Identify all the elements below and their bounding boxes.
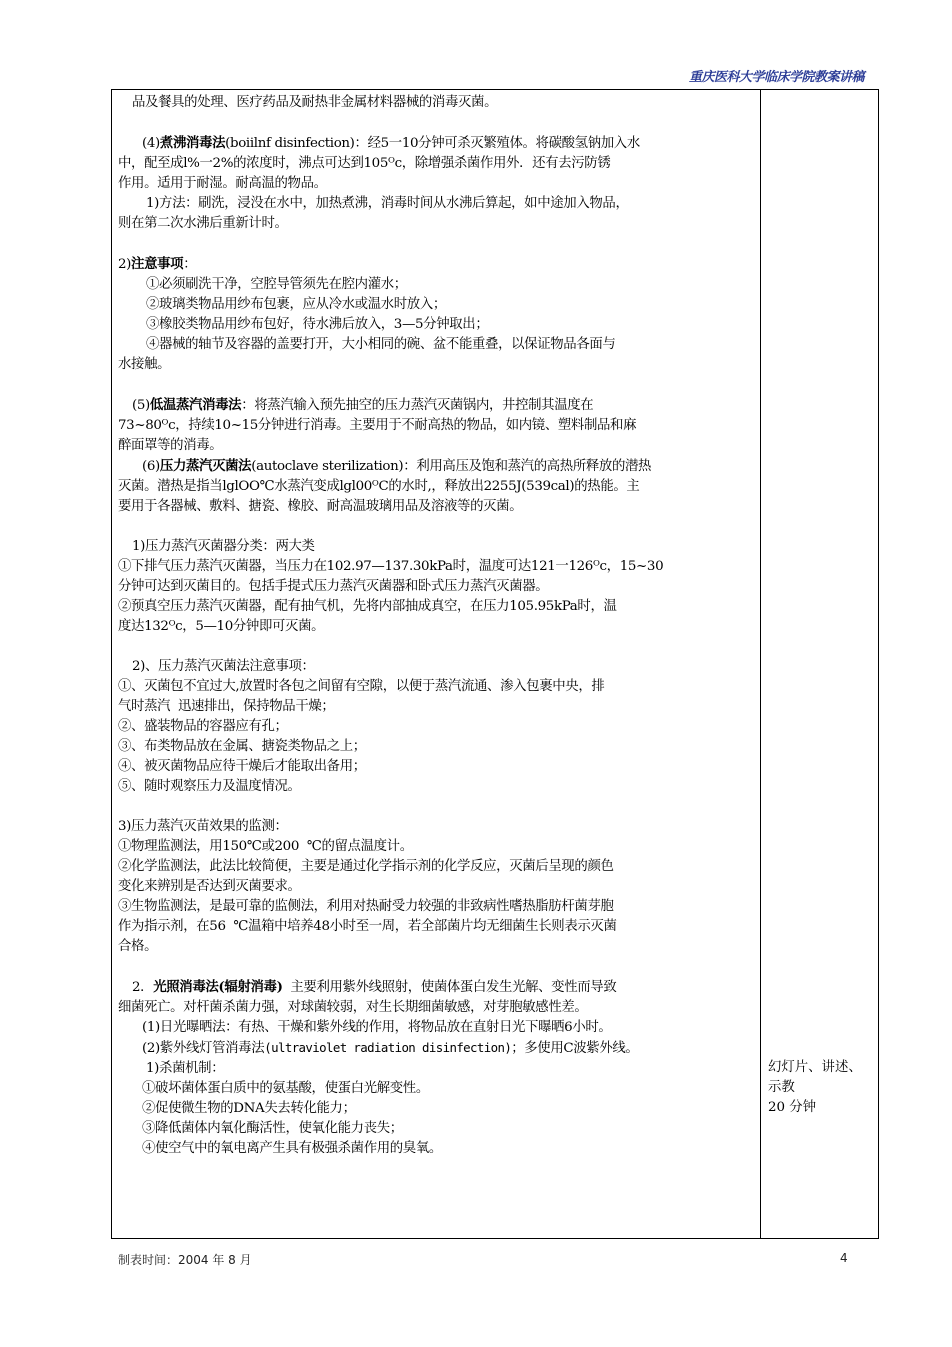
text-line: 中，配至成l%一2%的浓度时，沸点可达到105ᴼc，除增强杀菌作用外．还有去污防锈 bbox=[118, 156, 611, 171]
text-line: 1)杀菌机制： bbox=[146, 1061, 225, 1076]
list-item: ②玻璃类物品用纱布包裹，应从冷水或温水时放入； bbox=[146, 297, 446, 312]
text-line: 合格。 bbox=[118, 939, 158, 954]
list-item: ③生物监测法，是最可靠的监侧法，利用对热耐受力较强的非致病性嗜热脂肪杆菌芽胞 bbox=[118, 899, 614, 914]
heading-precautions: 注意事项 bbox=[131, 256, 184, 272]
column-divider bbox=[760, 90, 761, 1238]
text-line: 73~80ᴼc，持续10~15分钟进行消毒。主要用于不耐高热的物品，如内镜、塑料制品和麻 bbox=[118, 418, 637, 433]
paragraph-uv-lamp bbox=[118, 1038, 754, 1059]
list-item: ②预真空压力蒸汽灭菌器，配有抽气机，先将内部抽成真空，在压力105.95kPa时，温 bbox=[118, 599, 617, 614]
text-line: 1)压力蒸汽灭菌器分类：两大类 bbox=[132, 539, 315, 554]
list-item: ①、灭菌包不宜过大,放置时各包之间留有空隙，以便于蒸汽流通、渗入包裹中央，排 bbox=[118, 679, 605, 694]
text-line: 2)、压力蒸汽灭菌法注意事项： bbox=[132, 659, 315, 674]
text-line: 变化来辨别是否达到灭菌要求。 bbox=[118, 879, 301, 894]
heading-autoclave: 压力蒸汽灭菌法 bbox=[159, 458, 252, 474]
paragraph-boiling-disinfection bbox=[118, 133, 754, 154]
text-line: 水接触。 bbox=[118, 357, 171, 372]
heading-light-disinfection: 光照消毒法(辐射消毒) bbox=[153, 979, 283, 995]
text-line: (1)日光曝晒法：有热、干燥和紫外线的作用，将物品放在直射日光下曝晒6小时。 bbox=[142, 1020, 612, 1035]
list-item: ⑤、随时观察压力及温度情况。 bbox=[118, 779, 301, 794]
list-item: ③橡胶类物品用纱布包好，待水沸后放入，3—5分钟取出； bbox=[146, 317, 489, 332]
text-span: 主要利用紫外线照射，使菌体蛋白发生光解、变性而导致 bbox=[282, 980, 617, 995]
list-item: ④使空气中的氧电离产生具有极强杀菌作用的臭氧。 bbox=[142, 1141, 442, 1156]
text-line: 作为指示剂，在56 ℃温箱中培养48小时至一周，若全部菌片均无细菌生长则表示灭菌 bbox=[118, 919, 617, 934]
text-span: 2． bbox=[132, 980, 154, 995]
text-line: 醉面罩等的消毒。 bbox=[118, 438, 223, 453]
text-line: 度达132ᴼc，5—10分钟即可灭菌。 bbox=[118, 619, 325, 634]
list-item: ①破坏菌体蛋白质中的氨基酸，使蛋白光解变性。 bbox=[142, 1081, 429, 1096]
teaching-method-line: 幻灯片、讲述、 bbox=[768, 1060, 862, 1075]
lecture-table bbox=[111, 89, 879, 1239]
paragraph-light-disinfection bbox=[118, 977, 754, 998]
list-item: ②、盛装物品的容器应有孔； bbox=[118, 719, 288, 734]
text-span: (4) bbox=[142, 136, 160, 151]
text-line: 作用。适用于耐湿。耐高温的物品。 bbox=[118, 176, 327, 191]
page-number: 4 bbox=[840, 1251, 848, 1265]
text-span: ；多使用C波紫外线。 bbox=[511, 1041, 639, 1056]
footer-date: 制表时间：2004 年 8 月 bbox=[118, 1253, 252, 1267]
list-item: ③降低菌体内氧化酶活性，使氧化能力丧失； bbox=[142, 1121, 403, 1136]
text-line: 则在第二次水沸后重新计时。 bbox=[118, 216, 288, 231]
list-item: ③、布类物品放在金属、搪瓷类物品之上； bbox=[118, 739, 366, 754]
text-line: 3)压力蒸汽灭苗效果的监测： bbox=[118, 819, 288, 834]
text-line: 气时蒸汽 迅速排出，保持物品干燥； bbox=[118, 699, 335, 714]
teaching-method-cell bbox=[768, 1058, 878, 1118]
heading-low-temp-steam: 低温蒸汽消毒法 bbox=[149, 397, 242, 413]
text-span: (6) bbox=[142, 459, 160, 474]
list-item: ④器械的轴节及容器的盖要打开，大小相同的碗、盆不能重叠，以保证物品各面与 bbox=[146, 337, 616, 352]
list-item: ②化学监测法，此法比较简便，主要是通过化学指示剂的化学反应，灭菌后呈现的颜色 bbox=[118, 859, 614, 874]
text-span: 2) bbox=[118, 257, 132, 272]
paragraph-precautions bbox=[118, 254, 754, 275]
text-line: 灭菌。潜热是指当lglOO℃水蒸汽变成lgl00ᴼC的水时,，释放出2255J(539cal)的热能。主 bbox=[118, 479, 640, 494]
paragraph-low-temp-steam bbox=[118, 395, 754, 416]
lecture-content bbox=[118, 93, 754, 1159]
text-span: (autoclave sterilization)：利用高压及饱和蒸汽的高热所释放的潜热 bbox=[251, 459, 652, 474]
list-item: ①下排气压力蒸汽灭菌器，当压力在102.97—137.30kPa时，温度可达121一126ᴼc，15~30 bbox=[118, 559, 664, 574]
text-span: (2)紫外线灯管消毒法 bbox=[142, 1041, 265, 1056]
text-line: 分钟可达到灭菌目的。包括手提式压力蒸汽灭菌器和卧式压力蒸汽灭菌器。 bbox=[118, 579, 549, 594]
text-span-english: (ultraviolet radiation disinfection) bbox=[264, 1040, 512, 1055]
text-line: 要用于各器械、敷料、搪瓷、橡胶、耐高温玻璃用品及溶液等的灭菌。 bbox=[118, 499, 523, 514]
paragraph-autoclave bbox=[118, 456, 754, 477]
list-item: ①必须刷洗干净，空腔导管须先在腔内灌水； bbox=[146, 277, 407, 292]
teaching-method-line: 示教 bbox=[768, 1080, 795, 1095]
list-item: ①物理监测法，用150℃或200 ℃的留点温度计。 bbox=[118, 839, 413, 854]
text-line: 细菌死亡。对杆菌杀菌力强，对球菌较弱，对生长期细菌敏感，对芽胞敏感性差。 bbox=[118, 1000, 588, 1015]
page-header-title: 重庆医科大学临床学院教案讲稿 bbox=[688, 70, 864, 85]
text-span: ：将蒸汽输入预先抽空的压力蒸汽灭菌锅内，井控制其温度在 bbox=[241, 398, 594, 413]
text-line: 品及餐具的处理、医疗药品及耐热非金属材料器械的消毒灭菌。 bbox=[132, 95, 498, 110]
heading-boiling-disinfection: 煮沸消毒法 bbox=[159, 135, 226, 151]
text-line: 1)方法：刷洗，浸没在水中，加热煮沸，消毒时间从水沸后算起，如中途加入物品， bbox=[146, 196, 629, 211]
text-span: (boiilnf disinfection)：经5一10分钟可杀灭繁殖体。将碳酸氢钠加入水 bbox=[225, 136, 640, 151]
teaching-duration: 20 分钟 bbox=[768, 1100, 817, 1115]
text-span: (5) bbox=[132, 398, 150, 413]
list-item: ②促使微生物的DNA失去转化能力； bbox=[142, 1101, 356, 1116]
text-span: ： bbox=[183, 257, 197, 272]
list-item: ④、被灭菌物品应待干燥后才能取出备用； bbox=[118, 759, 366, 774]
